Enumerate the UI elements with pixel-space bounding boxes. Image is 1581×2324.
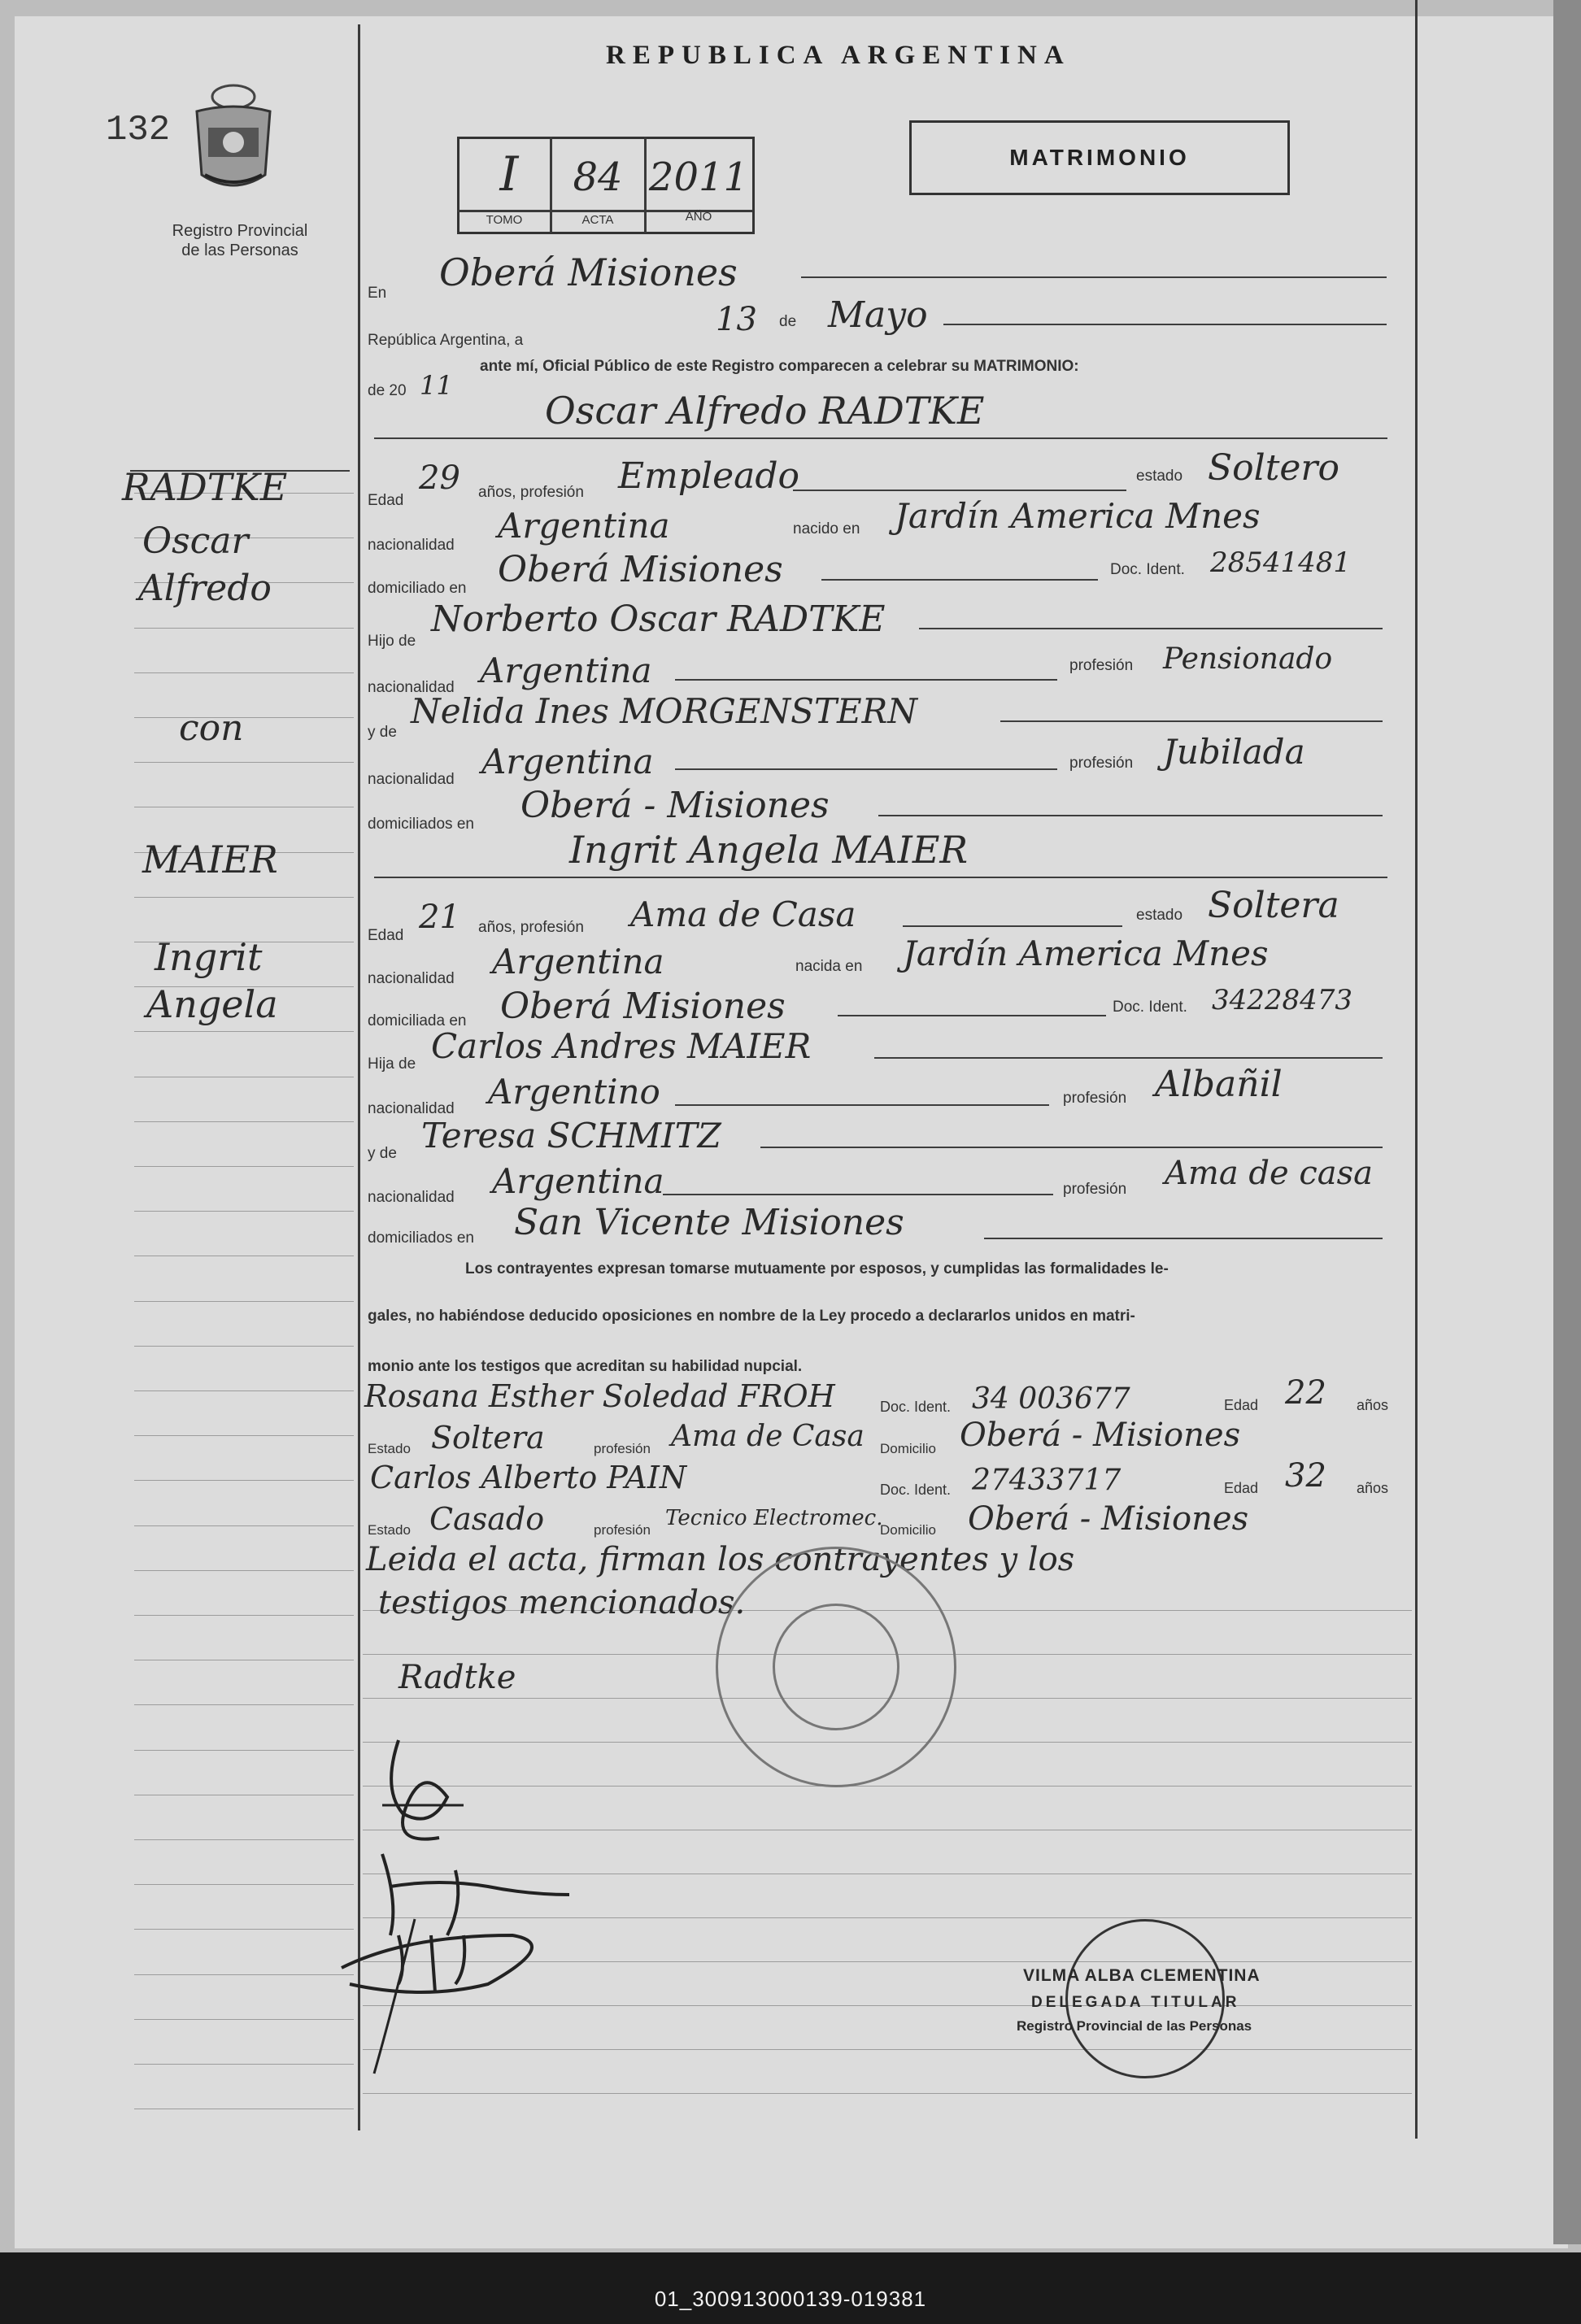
bride-profesion: Ama de Casa bbox=[630, 894, 856, 934]
fill-line bbox=[838, 1015, 1106, 1016]
witness1-dom-label: Domicilio bbox=[880, 1441, 936, 1456]
appearance-statement: ante mí, Oficial Público de este Registro comparecen a celebrar su MATRIMONIO: bbox=[480, 358, 1079, 375]
groom-estado: Soltero bbox=[1208, 447, 1339, 489]
witness1-doc-label: Doc. Ident. bbox=[880, 1399, 952, 1415]
republica-label: República Argentina, a bbox=[368, 332, 524, 349]
bride-father-nac-label: nacionalidad bbox=[368, 1100, 455, 1117]
witness1-edad-label: Edad bbox=[1224, 1397, 1259, 1413]
groom-mother: Nelida Ines MORGENSTERN bbox=[411, 691, 917, 731]
bride-parents-dom-label: domiciliados en bbox=[368, 1229, 474, 1247]
signatures-drawing bbox=[325, 1691, 586, 2090]
bride-domicilio: Oberá Misiones bbox=[500, 986, 786, 1027]
ano-label: AÑO bbox=[685, 210, 712, 224]
witness1-prof-label: profesión bbox=[594, 1441, 651, 1456]
witness1-estado-label: Estado bbox=[368, 1441, 411, 1456]
bride-full-name: Ingrit Angela MAIER bbox=[569, 828, 969, 872]
witness2-doc-label: Doc. Ident. bbox=[880, 1482, 952, 1498]
margin-ruled-line bbox=[134, 1435, 354, 1436]
groom-edad-label: Edad bbox=[368, 492, 404, 509]
closing-line: Leida el acta, firman los contrayentes y los bbox=[366, 1541, 1075, 1578]
groom-nacido: Jardín America Mnes bbox=[895, 496, 1261, 536]
margin-ruled-line bbox=[134, 1301, 354, 1302]
margin-groom-given1: Oscar bbox=[142, 520, 249, 562]
groom-doc-label: Doc. Ident. bbox=[1110, 561, 1185, 578]
margin-ruled-line bbox=[134, 1031, 354, 1032]
margin-ruled-line bbox=[134, 672, 354, 673]
fill-line bbox=[675, 679, 1057, 681]
margin-ruled-line bbox=[134, 1570, 354, 1571]
margin-ruled-line bbox=[134, 1390, 354, 1391]
groom-nacido-label: nacido en bbox=[793, 520, 860, 537]
registry-line: Registro Provincial bbox=[172, 222, 308, 240]
witness1-anos-label: años bbox=[1357, 1397, 1389, 1413]
groom-father-prof: Pensionado bbox=[1163, 642, 1333, 676]
bride-father: Carlos Andres MAIER bbox=[431, 1026, 812, 1066]
witness2-domicilio: Oberá - Misiones bbox=[968, 1500, 1249, 1538]
margin-ruled-line bbox=[134, 1166, 354, 1167]
year-prefix-label: de 20 bbox=[368, 382, 407, 399]
fill-line bbox=[801, 276, 1387, 278]
margin-ruled-line bbox=[134, 717, 354, 718]
groom-edad: 29 bbox=[419, 459, 460, 497]
fill-line bbox=[984, 1238, 1383, 1239]
bride-hija-label: Hija de bbox=[368, 1055, 416, 1073]
margin-ruled-line bbox=[134, 1750, 354, 1751]
groom-father-nac-label: nacionalidad bbox=[368, 679, 455, 696]
groom-mother-nac: Argentina bbox=[481, 742, 654, 781]
bride-father-nac: Argentino bbox=[488, 1072, 660, 1112]
declaration-line: monio ante los testigos que acreditan su habilidad nupcial. bbox=[368, 1358, 803, 1375]
margin-con: con bbox=[179, 707, 244, 749]
margin-bride-given2: Angela bbox=[146, 982, 278, 1026]
registry-line: de las Personas bbox=[181, 242, 298, 259]
bride-doc: 34228473 bbox=[1212, 984, 1353, 1016]
bride-nacida: Jardín America Mnes bbox=[903, 934, 1269, 973]
place-value: Oberá Misiones bbox=[439, 250, 738, 294]
official-stamp-title: DELEGADA TITULAR bbox=[1031, 1994, 1240, 2011]
witness1-domicilio: Oberá - Misiones bbox=[960, 1417, 1241, 1454]
margin-groom-surname: RADTKE bbox=[122, 465, 288, 509]
body-ruled-line bbox=[363, 2093, 1412, 2094]
page-number: 132 bbox=[106, 110, 171, 150]
margin-groom-given2: Alfredo bbox=[138, 568, 272, 609]
month-value: Mayo bbox=[828, 294, 928, 336]
margin-line bbox=[130, 470, 350, 472]
tomo-label: TOMO bbox=[486, 213, 523, 227]
ano-value: 2011 bbox=[648, 154, 749, 200]
box-divider bbox=[550, 137, 552, 233]
fill-line bbox=[919, 628, 1383, 629]
bride-doc-label: Doc. Ident. bbox=[1113, 999, 1187, 1016]
margin-ruled-line bbox=[134, 1525, 354, 1526]
groom-anos-label: años, profesión bbox=[478, 484, 584, 501]
groom-mother-prof: Jubilada bbox=[1163, 732, 1305, 772]
groom-father-nac: Argentina bbox=[480, 651, 652, 690]
bride-mother: Teresa SCHMITZ bbox=[421, 1116, 721, 1155]
fill-line bbox=[874, 1057, 1383, 1059]
margin-ruled-line bbox=[134, 1346, 354, 1347]
bride-mother-prof: Ama de casa bbox=[1165, 1155, 1373, 1192]
groom-full-name: Oscar Alfredo RADTKE bbox=[545, 389, 985, 433]
groom-domicilio: Oberá Misiones bbox=[498, 549, 783, 590]
bride-nacionalidad: Argentina bbox=[492, 942, 664, 981]
bride-parents-dom: San Vicente Misiones bbox=[514, 1202, 904, 1243]
groom-parents-dom: Oberá - Misiones bbox=[520, 785, 830, 826]
margin-ruled-line bbox=[134, 628, 354, 629]
registry-round-stamp-inner bbox=[773, 1604, 899, 1730]
witness2-anos-label: años bbox=[1357, 1480, 1389, 1496]
signature-radtke: Radtke bbox=[399, 1659, 516, 1696]
margin-ruled-line bbox=[134, 2064, 354, 2065]
bride-mother-nac-label: nacionalidad bbox=[368, 1189, 455, 1206]
document-type: MATRIMONIO bbox=[1009, 145, 1190, 170]
witness2-dom-label: Domicilio bbox=[880, 1522, 936, 1538]
registry-name bbox=[130, 221, 350, 260]
box-divider bbox=[644, 137, 647, 233]
groom-yde-label: y de bbox=[368, 724, 397, 741]
declaration-line: gales, no habiéndose deducido oposiciones en nombre de la Ley procedo a declararlos unidos en matri- bbox=[368, 1308, 1135, 1325]
witness1-profesion: Ama de Casa bbox=[671, 1420, 865, 1453]
bride-estado-label: estado bbox=[1136, 907, 1183, 924]
margin-ruled-line bbox=[134, 1615, 354, 1616]
groom-dom-label: domiciliado en bbox=[368, 580, 467, 597]
official-stamp-registry: Registro Provincial de las Personas bbox=[1017, 2018, 1252, 2034]
fill-line bbox=[903, 925, 1122, 927]
bride-estado: Soltera bbox=[1208, 885, 1339, 926]
groom-nacionalidad: Argentina bbox=[498, 506, 670, 546]
margin-ruled-line bbox=[134, 897, 354, 898]
margin-bride-given1: Ingrit bbox=[155, 935, 263, 979]
fill-line bbox=[821, 579, 1098, 581]
bride-father-prof: Albañil bbox=[1155, 1064, 1283, 1105]
en-label: En bbox=[368, 285, 387, 302]
tomo-value: I bbox=[499, 146, 519, 202]
bride-mother-prof-label: profesión bbox=[1063, 1181, 1127, 1198]
margin-ruled-line bbox=[134, 1839, 354, 1840]
witness2-prof-label: profesión bbox=[594, 1522, 651, 1538]
witness1-estado: Soltera bbox=[431, 1420, 545, 1456]
document-type-box bbox=[909, 120, 1290, 195]
bride-mother-nac: Argentina bbox=[492, 1161, 664, 1201]
fill-line bbox=[943, 324, 1387, 325]
year-suffix-value: 11 bbox=[420, 370, 453, 401]
official-stamp-name: VILMA ALBA CLEMENTINA bbox=[1023, 1966, 1261, 1985]
fill-line bbox=[760, 1147, 1383, 1148]
margin-ruled-line bbox=[134, 1121, 354, 1122]
bride-dom-label: domiciliada en bbox=[368, 1012, 467, 1029]
bride-yde-label: y de bbox=[368, 1145, 397, 1162]
closing-line: testigos mencionados. bbox=[378, 1584, 746, 1621]
margin-ruled-line bbox=[134, 1974, 354, 1975]
margin-bride-surname: MAIER bbox=[142, 838, 278, 881]
fill-line bbox=[374, 877, 1387, 878]
witness2-estado-label: Estado bbox=[368, 1522, 411, 1538]
groom-doc: 28541481 bbox=[1210, 546, 1352, 579]
margin-ruled-line bbox=[134, 2019, 354, 2020]
acta-label: ACTA bbox=[581, 213, 614, 227]
witness2-edad-label: Edad bbox=[1224, 1480, 1259, 1496]
groom-estado-label: estado bbox=[1136, 468, 1183, 485]
witness2-name: Carlos Alberto PAIN bbox=[370, 1460, 687, 1495]
witness2-estado: Casado bbox=[429, 1501, 545, 1537]
margin-ruled-line bbox=[134, 1884, 354, 1885]
groom-father: Norberto Oscar RADTKE bbox=[431, 598, 886, 640]
witness1-edad: 22 bbox=[1285, 1374, 1326, 1412]
margin-ruled-line bbox=[134, 762, 354, 763]
groom-mother-nac-label: nacionalidad bbox=[368, 771, 455, 788]
register-page bbox=[15, 16, 1568, 2248]
coat-of-arms-icon bbox=[181, 77, 286, 199]
groom-mother-prof-label: profesión bbox=[1069, 755, 1134, 772]
witness2-profesion: Tecnico Electromec. bbox=[665, 1506, 883, 1530]
bride-nacida-label: nacida en bbox=[795, 958, 863, 975]
fill-line bbox=[793, 490, 1126, 491]
bride-father-prof-label: profesión bbox=[1063, 1090, 1127, 1107]
groom-father-prof-label: profesión bbox=[1069, 657, 1134, 674]
day-value: 13 bbox=[716, 301, 757, 338]
bride-nac-label: nacionalidad bbox=[368, 970, 455, 987]
groom-parents-dom-label: domiciliados en bbox=[368, 816, 474, 833]
groom-hijo-label: Hijo de bbox=[368, 633, 416, 650]
fill-line bbox=[1000, 720, 1383, 722]
acta-value: 84 bbox=[573, 154, 623, 200]
witness1-doc: 34 003677 bbox=[972, 1382, 1130, 1416]
groom-nac-label: nacionalidad bbox=[368, 537, 455, 554]
margin-ruled-line bbox=[134, 1211, 354, 1212]
bride-edad-label: Edad bbox=[368, 927, 404, 944]
scan-file-code: 01_300913000139-019381 bbox=[654, 2287, 927, 2311]
fill-line bbox=[374, 437, 1387, 439]
country-title: REPUBLICA ARGENTINA bbox=[606, 41, 1071, 70]
witness2-doc: 27433717 bbox=[972, 1464, 1122, 1497]
fill-line bbox=[663, 1194, 1053, 1195]
fill-line bbox=[675, 1104, 1049, 1106]
margin-ruled-line bbox=[134, 1929, 354, 1930]
groom-profesion: Empleado bbox=[618, 455, 800, 497]
margin-ruled-line bbox=[134, 1704, 354, 1705]
right-border bbox=[1415, 0, 1418, 2139]
witness1-name: Rosana Esther Soledad FROH bbox=[364, 1378, 835, 1414]
fill-line bbox=[675, 768, 1057, 770]
page-edge bbox=[1553, 0, 1581, 2244]
fill-line bbox=[878, 815, 1383, 816]
declaration-line: Los contrayentes expresan tomarse mutuamente por esposos, y cumplidas las formalidades le- bbox=[465, 1260, 1169, 1277]
witness2-edad: 32 bbox=[1285, 1457, 1326, 1495]
margin-ruled-line bbox=[134, 1480, 354, 1481]
bride-edad: 21 bbox=[419, 899, 460, 936]
bride-anos-label: años, profesión bbox=[478, 919, 584, 936]
de-label: de bbox=[779, 313, 797, 330]
